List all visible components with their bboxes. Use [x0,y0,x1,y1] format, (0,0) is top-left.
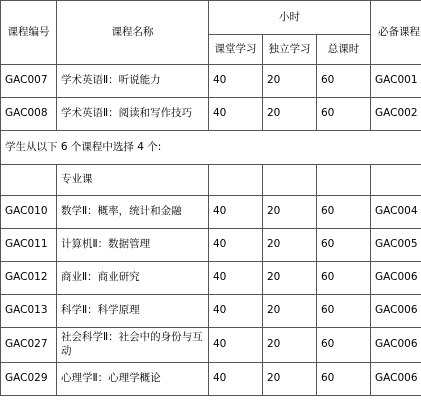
prerequisite-code: GAC006 [371,328,421,363]
header-row [1,1,421,35]
independent-hours: 20 [263,328,317,363]
classroom-hours: 40 [209,229,263,262]
total-hours: 60 [317,328,371,363]
prerequisite-code: GAC002 [371,98,421,131]
total-hours: 60 [317,196,371,229]
prerequisite-code: GAC006 [371,363,421,396]
elective-note: 学生从以下 6 个课程中选择 4 个: [1,131,421,165]
prerequisite-code: GAC006 [371,262,421,295]
independent-hours: 20 [263,229,317,262]
prerequisite-code: GAC004 [371,196,421,229]
total-hours: 60 [317,262,371,295]
table-row [1,65,421,98]
header-code: 课程编号 [1,1,57,65]
total-hours: 60 [317,363,371,396]
prerequisite-code: GAC006 [371,295,421,328]
specialty-empty-cell [371,165,421,196]
classroom-hours: 40 [209,328,263,363]
course-name: 学术英语Ⅱ：阅读和写作技巧 [57,98,209,131]
independent-hours: 20 [263,262,317,295]
course-code: GAC012 [1,262,57,295]
table-body [1,65,421,396]
elective-note-row [1,131,421,165]
table-row [1,196,421,229]
specialty-empty-cell [209,165,263,196]
table-row [1,363,421,396]
classroom-hours: 40 [209,295,263,328]
course-code: GAC029 [1,363,57,396]
course-code: GAC007 [1,65,57,98]
independent-hours: 20 [263,98,317,131]
header-hours: 小时 [209,1,371,35]
course-name: 商业Ⅱ：商业研究 [57,262,209,295]
course-code: GAC010 [1,196,57,229]
classroom-hours: 40 [209,98,263,131]
header-total: 总课时 [317,35,371,65]
prerequisite-code: GAC005 [371,229,421,262]
table-header [1,1,421,65]
course-code: GAC027 [1,328,57,363]
course-name: 学术英语Ⅱ：听说能力 [57,65,209,98]
course-name: 计算机Ⅱ：数据管理 [57,229,209,262]
header-independent: 独立学习 [263,35,317,65]
classroom-hours: 40 [209,262,263,295]
total-hours: 60 [317,98,371,131]
table-row [1,229,421,262]
independent-hours: 20 [263,363,317,396]
course-code: GAC011 [1,229,57,262]
course-name: 社会科学Ⅱ：社会中的身份与互动 [57,328,209,363]
header-prerequisite: 必备课程 [371,1,421,65]
specialty-empty-cell [317,165,371,196]
independent-hours: 20 [263,65,317,98]
total-hours: 60 [317,229,371,262]
independent-hours: 20 [263,196,317,229]
specialty-row [1,165,421,196]
classroom-hours: 40 [209,196,263,229]
course-code: GAC013 [1,295,57,328]
specialty-empty-cell [263,165,317,196]
table-row [1,295,421,328]
total-hours: 60 [317,295,371,328]
specialty-label: 专业课 [57,165,209,196]
header-classroom: 课堂学习 [209,35,263,65]
table-row [1,328,421,363]
prerequisite-code: GAC001 [371,65,421,98]
classroom-hours: 40 [209,65,263,98]
course-code: GAC008 [1,98,57,131]
table-row [1,98,421,131]
classroom-hours: 40 [209,363,263,396]
total-hours: 60 [317,65,371,98]
course-name: 数学Ⅱ：概率，统计和金融 [57,196,209,229]
specialty-empty-code [1,165,57,196]
table-row [1,262,421,295]
header-name: 课程名称 [57,1,209,65]
independent-hours: 20 [263,295,317,328]
course-name: 科学Ⅱ：科学原理 [57,295,209,328]
course-name: 心理学Ⅱ：心理学概论 [57,363,209,396]
